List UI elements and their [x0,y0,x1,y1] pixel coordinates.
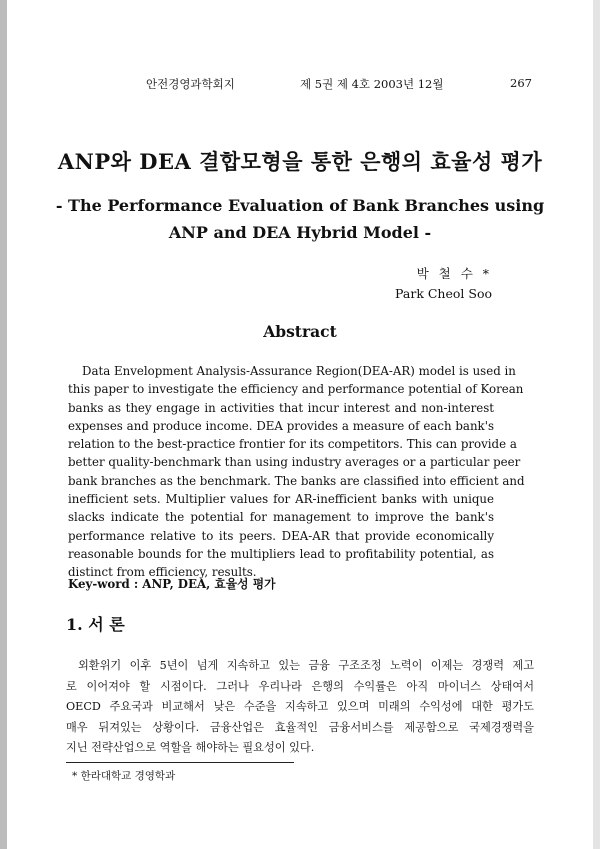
paper-subtitle [0,192,600,246]
abstract-body [68,362,525,582]
journal-name: 안전경영과학회지 [146,77,235,91]
body-line: OECD 주요국과 비교해서 낮은 수준을 지속하고 있으며 미래의 수익성에 대한 평가도 [66,700,534,714]
abstract-line: relation to the best-practice frontier for its competitors. This can provide a [68,437,517,452]
section-body [66,656,534,759]
body-line: 외환위기 이후 5년이 넘게 지속하고 있는 금융 구조조정 노력이 이제는 경쟁력 제고 [78,659,534,672]
abstract-line: slacks indicate the potential for management to improve the bank's [68,510,494,525]
abstract-line: distinct from efficiency, results. [68,565,257,580]
section-heading: 1. 서 론 [66,615,125,634]
abstract-line: inefficient sets. Multiplier values for AR-inefficient banks with unique [68,492,494,507]
keywords: Key-word : ANP, DEA, 효율성 평가 [68,577,276,591]
abstract-line: banks as they engage in activities that incur interest and non-interest [68,400,494,415]
abstract-line: reasonable bounds for the multipliers lead to profitability potential, as [68,546,494,561]
footnote: * 한라대학교 경영학과 [72,770,176,782]
body-line: 매우 뒤져있는 상황이다. 금융산업은 효율적인 금융서비스를 제공함으로 국제경쟁력을 [66,720,534,734]
abstract-heading: Abstract [263,322,337,341]
scan-right-edge [593,0,600,849]
body-line: 지닌 전략산업으로 역할을 해야하는 필요성이 있다. [66,741,315,755]
subtitle-line-2: ANP and DEA Hybrid Model - [168,223,432,242]
abstract-line: this paper to investigate the efficiency and performance potential of Korean [68,382,524,397]
abstract-line: expenses and produce income. DEA provides a measure of each bank's [68,418,494,433]
running-header [0,76,600,94]
abstract-line: Data Envelopment Analysis-Assurance Region(DEA-AR) model is used in [82,364,516,378]
abstract-line: performance relative to its peers. DEA-AR that provide economically [68,528,494,543]
author-korean: 박 철 수 * [416,266,492,281]
page-number: 267 [510,76,532,90]
paper-title: ANP와 DEA 결합모형을 통한 은행의 효율성 평가 [57,149,543,174]
body-line: 로 이어져야 할 시점이다. 그러나 우리나라 은행의 수익률은 아직 마이너스 상태여서 [66,679,534,693]
subtitle-line-1: - The Performance Evaluation of Bank Branches using [55,196,545,215]
abstract-line: bank branches as the benchmark. The banks are classified into efficient and [68,473,525,488]
abstract-line: better quality-benchmark than using industry averages or a particular peer [68,455,521,470]
volume-info: 제 5권 제 4호 2003년 12월 [300,77,444,91]
author-english: Park Cheol Soo [395,286,492,301]
scan-left-edge [0,0,7,849]
footnote-divider [66,762,294,763]
